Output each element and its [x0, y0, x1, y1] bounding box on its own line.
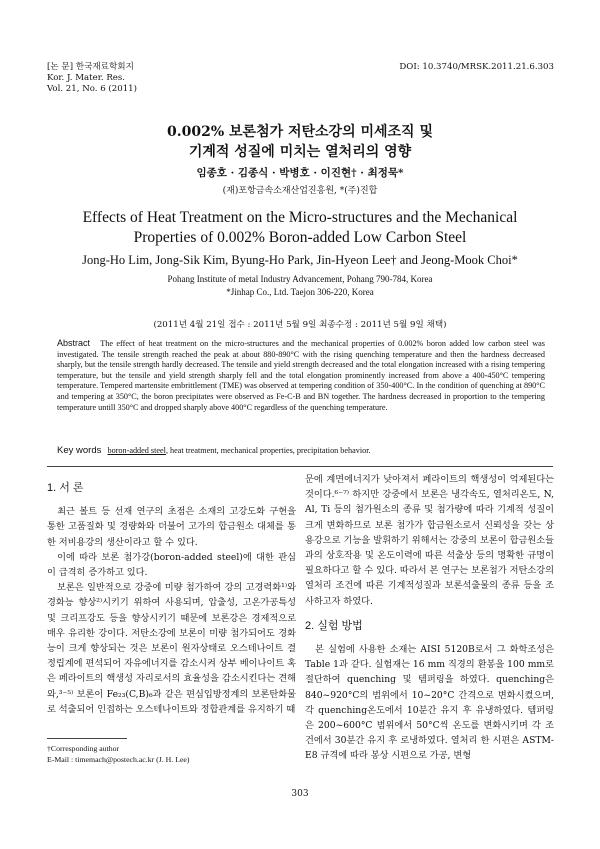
english-title: [0, 208, 600, 248]
keywords-rest: , heat treatment, mechanical properties, precipitation behavior.: [165, 446, 371, 455]
english-authors: Jong-Ho Lim, Jong-Sik Kim, Byung-Ho Park, Jin-Hyeon Lee† and Jeong-Mook Choi*: [82, 253, 518, 267]
english-title-line: Properties of 0.002% Boron-added Low Carbon Steel: [133, 229, 467, 246]
affiliation-line: Pohang Institute of metal Industry Advancement, Pohang 790-784, Korea: [167, 274, 433, 284]
left-column: [47, 481, 296, 717]
korean-title: [0, 122, 600, 162]
korean-title-line: 0.002% 보론첨가 저탄소강의 미세조직 및: [167, 124, 433, 140]
abstract-label: Abstract: [57, 338, 91, 348]
english-title-line: Effects of Heat Treatment on the Micro-structures and the Mechanical: [82, 209, 518, 226]
affiliation-line: *Jinhap Co., Ltd. Taejon 306-220, Korea: [226, 287, 374, 297]
abstract: [57, 338, 545, 413]
journal-header: [47, 62, 137, 95]
journal-name-en: Kor. J. Mater. Res.: [47, 73, 126, 83]
keywords-label: Key words: [57, 445, 102, 456]
korean-affiliation: (재)포항금속소재산업진흥원, *(주)진합: [222, 186, 378, 196]
submission-dates: (2011년 4월 21일 접수 : 2011년 5월 9일 최종수정 : 2011년 5월 9일 채택): [153, 320, 447, 330]
section-heading-methods: 2. 실험 방법: [305, 619, 363, 632]
keyword-underlined: boron-added steel: [107, 446, 166, 455]
korean-authors: 임종호 · 김종식 · 박병호 · 이진현† · 최정묵*: [196, 167, 404, 179]
korean-title-line: 기계적 성질에 미치는 열처리의 영향: [188, 144, 412, 160]
divider: [47, 466, 553, 467]
journal-name-ko: [논 문] 한국재료학회지: [47, 62, 134, 72]
english-affiliation: [0, 273, 600, 299]
abstract-text: The effect of heat treatment on the micro-structures and the mechanical properties of 0.002% boron added low carbon steel was investigated. The tensile strength reached the peak at about 880-890°C with the rising quenching temperature and then the hardness decreased sharply, but the tensile strength hardly decreased. The tensile and yield strength decreased and the total elongation increased with a rising tempering temperature, but the tensile and yield strength sharply fell and the total elongation prominently increased from above a 400-450°C tempering temperature. Tempered martensite embrittlement (TME) was observed at tempering condition of 350-400°C. In the condition of quenching at 890°C and tempering at 350°C, the boron precipitates were observed as Fe-C-B and BN together. The hardness decreased in proportion to the tempering temperature untill 350°C and dropped sharply above 400°C regardless of the quenching temperature.: [57, 339, 545, 412]
paragraph: 문에 계면에너지가 낮아져서 페라이트의 핵생성이 억제된다는 것이다.⁶⁻⁷⁾ 하지만 강중에서 보론은 냉각속도, 열처리온도, N, Al, Ti 등의 첨가원소의 종류 및 첨가량에 따라 기계적 성질이 크게 변화하므로 보론 첨가가 합금원소로서 신뢰성을 갖는 상용강으로 기능을 발휘하기 위해서는 강중의 보론이 합금원소들과의 상호작용 및 온도이력에 따른 석출상 등의 명확한 규명이 필요하다고 할 수 있다. 따라서 본 연구는 보론첨가 저탄소강의 열처리 조건에 따른 기계적성질과 보론석출물의 종류 등을 조사하고자 하였다.: [305, 474, 554, 607]
footnote: [47, 743, 190, 765]
corresponding-author: †Corresponding author: [47, 744, 120, 753]
journal-volume: Vol. 21, No. 6 (2011): [47, 84, 137, 94]
paragraph: 보론은 일반적으로 강중에 미량 첨가하여 강의 고경력화¹⁾와 경화능 향상²⁾시키기 위하여 사용되며, 압출성, 고온가공특성 및 크리프강도 등을 향상시키기 때문에 보론강은 경제적으로 매우 유리한 강이다. 저탄소강에 보론이 미량 첨가되어도 경화능이 크게 향상되는 것은 보론이 원자상태로 오스테나이트 결정립계에 편석되어 자유에너지를 감소시켜 상부 베이나이트 혹은 페라이트의 핵생성 자리로서의 효율성을 감소시킨다는 견해와,³⁻⁵⁾ 보론이 Fe₂₃(C,B)₆과 같은 편심입방정계의 보론탄화물로 석출되어 인접하는 오스테나이트와 정합관계를 유지하기 때: [47, 582, 296, 715]
right-column: [305, 472, 554, 764]
footnote-divider: [47, 738, 127, 739]
doi-label: DOI: 10.3740/MRSK.2011.21.6.303: [399, 62, 554, 72]
keywords: [57, 445, 371, 456]
paragraph: 이에 따라 보론 첨가강(boron-added steel)에 대한 관심이 급격히 증가하고 있다.: [47, 551, 296, 579]
author-email: E-Mail : timemach@postech.ac.kr (J. H. Lee): [47, 755, 190, 764]
paragraph: 최근 볼트 등 선재 연구의 초점은 소재의 고강도화 구현을 통한 고품질화 및 경량화와 더불어 고가의 합금원소 대체를 통한 저비용강의 생산이라고 할 수 있다.: [47, 506, 296, 548]
paragraph: 본 실험에 사용한 소재는 AISI 5120B로서 그 화학조성은 Table 1과 같다. 실험재는 16 mm 직경의 환봉을 100 mm로 절단하여 quenching 및 템퍼링을 하였다. quenching은 840~920°C의 범위에서 10~20°C 간격으로 변화시켰으며, 각 quenching온도에서 10분간 유지 후 유냉하였다. 템퍼링은 200~600°C 범위에서 50°C씩 온도를 변화시키며 각 조건에서 30분간 유지 후 로냉하였다. 열처리 한 시편은 ASTM-E8 규격에 따라 봉상 시편으로 가공, 변형: [305, 644, 554, 762]
section-heading-introduction: 1. 서 론: [47, 482, 84, 494]
page-number: 303: [291, 789, 309, 799]
